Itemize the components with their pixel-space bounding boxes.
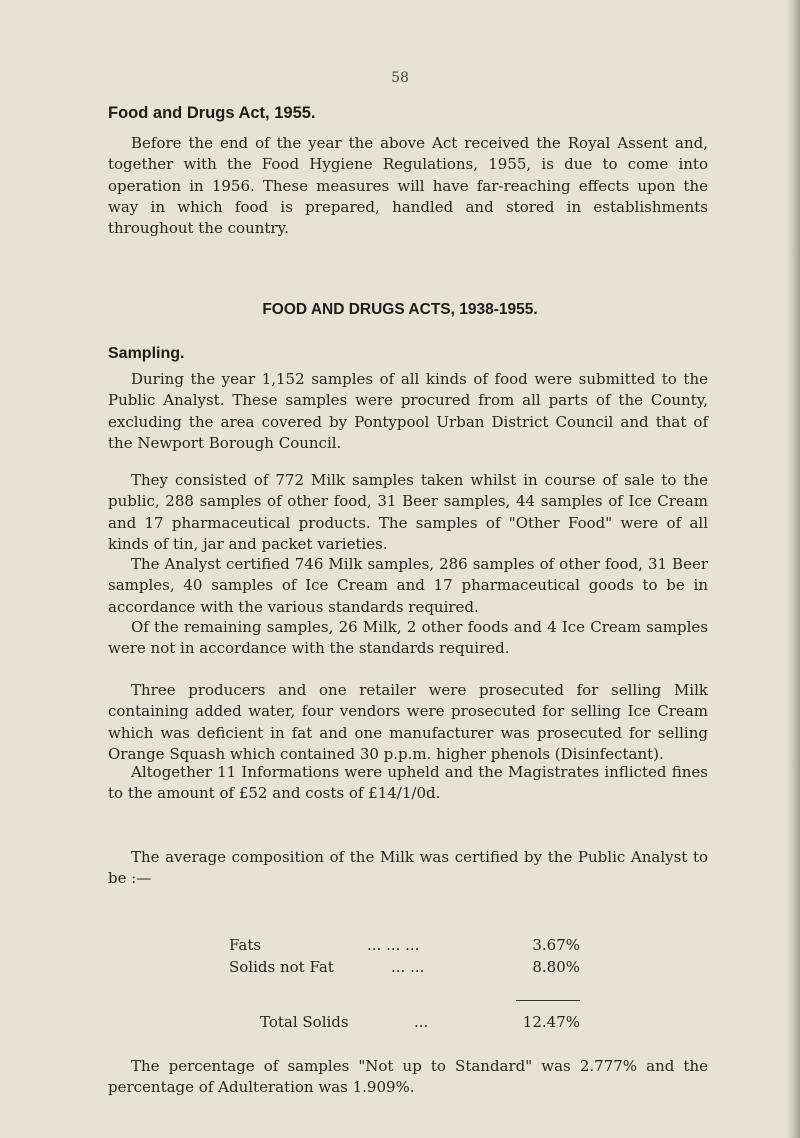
page-edge-shadow bbox=[786, 0, 800, 1138]
paragraph-percentages: The percentage of samples "Not up to Standard" was 2.777% and the percentage of Adulteration was 1.909%. bbox=[108, 1057, 708, 1097]
paragraph-samples-composition: They consisted of 772 Milk samples taken whilst in course of sale to the public, 288 samples of other food, 31 Beer samples, 44 samples of Ice Cream and 17 pharmaceutical products. The samples of "Other Food" were of all kinds of tin, jar and packet varieties. bbox=[108, 471, 708, 553]
paragraph-royal-assent: Before the end of the year the above Act received the Royal Assent and, together with the Food Hygiene Regulations, 1955, is due to come into operation in 1956. These measures will have far-reaching effects upon the way in which food is prepared, handled and stored in establishments throughout the country. bbox=[108, 134, 708, 238]
paragraph-average-composition: The average composition of the Milk was certified by the Public Analyst to be :— bbox=[108, 848, 708, 888]
paragraph-remaining-samples: Of the remaining samples, 26 Milk, 2 other foods and 4 Ice Cream samples were not in accordance with the standards required. bbox=[108, 618, 708, 658]
section-heading-food-drugs-act-1955: Food and Drugs Act, 1955. bbox=[108, 104, 316, 122]
solids-not-fat-leader-dots: ... ... bbox=[391, 958, 425, 976]
fats-label: Fats bbox=[229, 936, 262, 954]
paragraph-certified-samples: The Analyst certified 746 Milk samples, 286 samples of other food, 31 Beer samples, 40 samples of Ice Cream and 17 pharmaceutical goods to be in accordance with the various standards required. bbox=[108, 555, 708, 616]
fats-value: 3.67% bbox=[532, 936, 580, 954]
subheading-sampling: Sampling. bbox=[108, 345, 185, 362]
total-solids-value: 12.47% bbox=[522, 1013, 580, 1031]
page-number: 58 bbox=[391, 70, 409, 86]
solids-not-fat-label: Solids not Fat bbox=[229, 958, 334, 976]
paragraph-prosecutions: Three producers and one retailer were prosecuted for selling Milk containing added water, four vendors were prosecuted for selling Ice Cream which was deficient in fat and one manufacturer was prosecuted for selling Orange Squash which contained 30 p.p.m. higher phenols (Disinfectant). bbox=[108, 681, 708, 763]
total-solids-leader-dots: ... bbox=[414, 1013, 429, 1031]
fats-leader-dots: ... ... ... bbox=[367, 936, 420, 954]
section-heading-food-drugs-acts: FOOD AND DRUGS ACTS, 1938-1955. bbox=[262, 301, 538, 318]
total-rule-line bbox=[516, 1000, 580, 1001]
total-solids-label: Total Solids bbox=[260, 1013, 349, 1031]
solids-not-fat-value: 8.80% bbox=[532, 958, 580, 976]
paragraph-informations-fines: Altogether 11 Informations were upheld and the Magistrates inflicted fines to the amount of £52 and costs of £14/1/0d. bbox=[108, 763, 708, 803]
paragraph-samples-submitted: During the year 1,152 samples of all kinds of food were submitted to the Public Analyst. These samples were procured from all parts of the County, excluding the area covered by Pontypool Urban District Council and that of the Newport Borough Council. bbox=[108, 370, 708, 452]
